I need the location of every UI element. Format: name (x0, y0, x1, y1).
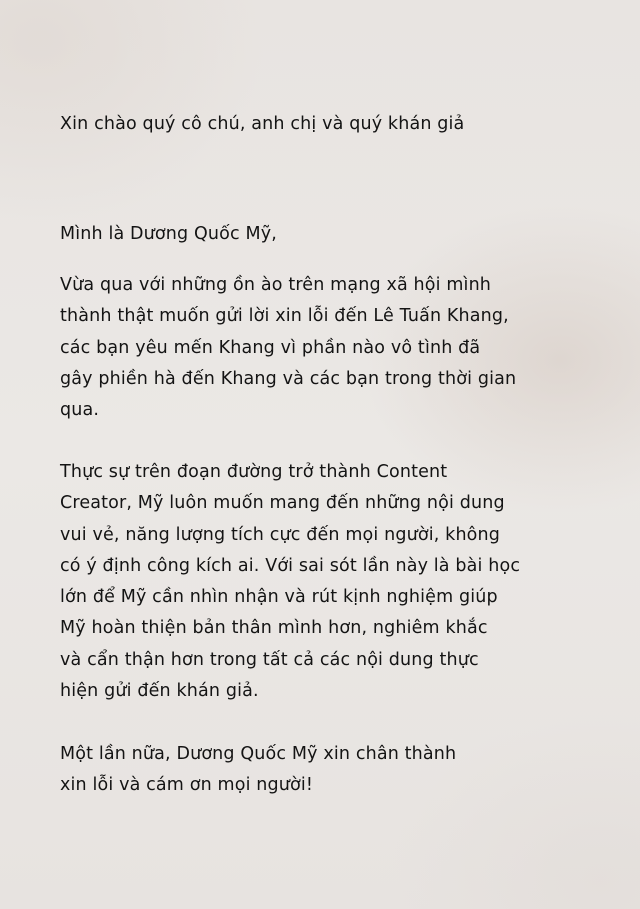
closing-paragraph (60, 739, 456, 802)
paragraph-line: Vừa qua với những ồn ào trên mạng xã hội mình (60, 275, 492, 295)
paragraph-line: Thực sự trên đoạn đường trở thành Content (60, 462, 448, 482)
paragraph-line: lớn để Mỹ cần nhìn nhận và rút kịnh nghiệm giúp (60, 587, 498, 608)
paragraph-line: có ý định công kích ai. Với sai sót lần này là bài học (60, 555, 521, 576)
paragraph-line: vui vẻ, năng lượng tích cực đến mọi người, không (60, 524, 501, 545)
paragraph-line: qua. (60, 400, 100, 421)
paragraph-line: Mỹ hoàn thiện bản thân mình hơn, nghiêm khắc (60, 618, 488, 639)
intro-line: Mình là Dương Quốc Mỹ, (60, 224, 277, 244)
paragraph-line: thành thật muốn gửi lời xin lỗi đến Lê Tuấn Khang, (60, 306, 509, 327)
paragraph-line: các bạn yêu mến Khang vì phần nào vô tình đã (60, 337, 481, 358)
greeting-line: Xin chào quý cô chú, anh chị và quý khán giả (60, 114, 465, 134)
reflection-paragraph (60, 457, 520, 707)
apology-paragraph (60, 270, 516, 426)
paragraph-line: xin lỗi và cám ơn mọi người! (60, 775, 314, 796)
paragraph-line: Một lần nữa, Dương Quốc Mỹ xin chân thành (60, 744, 457, 764)
paragraph-line: gây phiền hà đến Khang và các bạn trong thời gian (60, 368, 517, 389)
paragraph-line: và cẩn thận hơn trong tất cả các nội dung thực (60, 649, 479, 670)
paragraph-line: Creator, Mỹ luôn muốn mang đến những nội dung (60, 493, 505, 514)
paragraph-line: hiện gửi đến khán giả. (60, 681, 259, 702)
